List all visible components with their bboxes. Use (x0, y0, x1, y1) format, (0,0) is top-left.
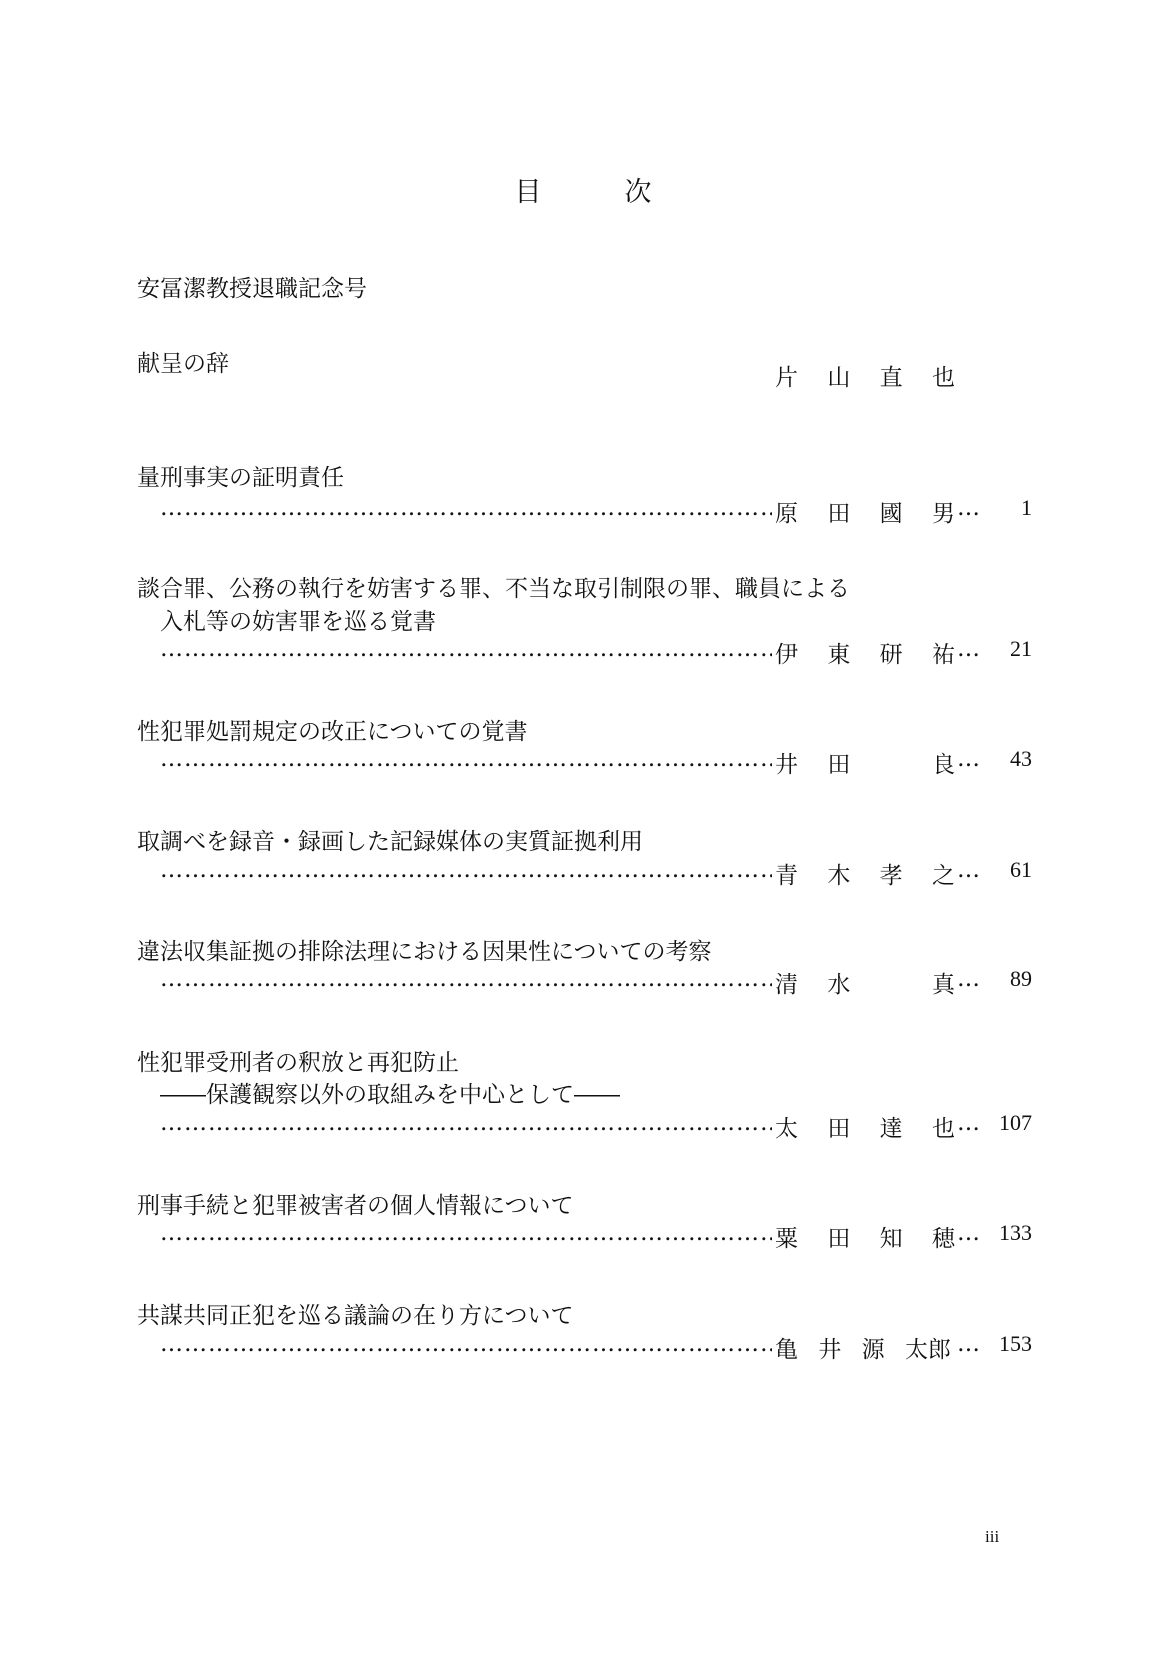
dot-leader (160, 495, 772, 525)
dot-leader (160, 636, 772, 666)
author-char: 水 (827, 972, 851, 998)
dot-leader (160, 1220, 772, 1250)
author-char: 太 (775, 1116, 798, 1142)
author-char: 國 (879, 501, 903, 527)
entry-title: 性犯罪受刑者の釈放と再犯防止 (137, 1050, 459, 1076)
author-char: 片 (775, 365, 798, 391)
author-char: 也 (931, 365, 955, 391)
entry-title: 刑事手続と犯罪被害者の個人情報について (137, 1193, 574, 1219)
toc-entry-row (160, 966, 1032, 996)
author-suffix: … (957, 636, 980, 662)
entry-title: 違法収集証拠の排除法理における因果性についての考察 (137, 939, 712, 965)
author-suffix: … (957, 1110, 980, 1136)
entry-subtitle: ――保護観察以外の取組みを中心として―― (160, 1082, 620, 1108)
entry-title-continued: 入札等の妨害罪を巡る覚書 (160, 609, 436, 635)
entry-title: 性犯罪処罰規定の改正についての覚書 (137, 719, 528, 745)
author-char: 穂 (931, 1226, 955, 1252)
author-char: 直 (879, 365, 903, 391)
author-char: 井 (775, 752, 798, 778)
issue-title: 安冨潔教授退職記念号 (137, 276, 367, 302)
toc-entry-row (160, 495, 1032, 525)
author-char: 田 (827, 1116, 851, 1142)
author-char: 井 (818, 1337, 842, 1363)
author-char: 源 (861, 1337, 885, 1363)
page-number: 43 (1010, 746, 1032, 771)
author-suffix: … (957, 966, 980, 992)
author-name (775, 636, 955, 666)
author-char: 祐 (931, 642, 955, 668)
entry-title: 共謀共同正犯を巡る議論の在り方について (137, 1303, 574, 1329)
dedication-author (775, 359, 955, 389)
entry-title: 取調べを録音・録画した記録媒体の実質証拠利用 (137, 829, 643, 855)
author-char: 青 (775, 863, 798, 889)
author-char: 原 (775, 501, 798, 527)
author-char: 田 (827, 1226, 851, 1252)
author-name (775, 1220, 955, 1250)
author-suffix: … (957, 1220, 980, 1246)
author-char: 粟 (775, 1226, 798, 1252)
entry-title: 量刑事実の証明責任 (137, 465, 344, 491)
dedication-title: 献呈の辞 (137, 351, 229, 377)
author-char: 真 (931, 972, 955, 998)
dot-leader (160, 746, 772, 776)
page-number: 107 (999, 1110, 1032, 1135)
author-char: 良 (931, 752, 955, 778)
author-char: 亀 (775, 1337, 798, 1363)
page-title: 目 次 (514, 177, 680, 208)
author-name (775, 1110, 955, 1140)
dot-leader (160, 857, 772, 887)
author-char: 田 (827, 752, 851, 778)
author-suffix: … (957, 495, 980, 521)
author-char: 研 (879, 642, 903, 668)
author-char: 東 (827, 642, 851, 668)
author-char: 木 (827, 863, 851, 889)
page-number: 133 (999, 1220, 1032, 1245)
author-char: 伊 (775, 642, 798, 668)
author-char: 太郎 (904, 1337, 951, 1363)
page-number: 153 (999, 1331, 1032, 1356)
author-char: 清 (775, 972, 798, 998)
author-name (775, 746, 955, 776)
folio-page-number: iii (985, 1527, 1000, 1546)
author-name (775, 495, 955, 525)
author-char: 男 (931, 501, 955, 527)
author-suffix: … (957, 1331, 980, 1357)
page-number: 21 (1010, 636, 1032, 661)
author-name (775, 857, 955, 887)
toc-entry-row (160, 857, 1032, 887)
author-char (880, 746, 903, 776)
author-name (775, 966, 955, 996)
author-char: 之 (931, 863, 955, 889)
author-char: 達 (879, 1116, 903, 1142)
author-char: 山 (827, 365, 851, 391)
author-char: 孝 (879, 863, 903, 889)
dot-leader (160, 1110, 772, 1140)
entry-title: 談合罪、公務の執行を妨害する罪、不当な取引制限の罪、職員による (137, 576, 850, 602)
page-number: 89 (1010, 966, 1032, 991)
toc-entry-row (160, 746, 1032, 776)
author-name (775, 1331, 955, 1361)
dot-leader (160, 1331, 772, 1361)
author-suffix: … (957, 746, 980, 772)
author-char: 知 (879, 1226, 903, 1252)
author-char: 田 (827, 501, 851, 527)
author-char (880, 966, 903, 996)
dot-leader (160, 966, 772, 996)
toc-entry-row (160, 636, 1032, 666)
toc-entry-row (160, 1220, 1032, 1250)
toc-entry-row (160, 1331, 1032, 1361)
author-suffix: … (957, 857, 980, 883)
page-number: 61 (1010, 857, 1032, 882)
page-number: 1 (1021, 495, 1032, 520)
toc-entry-row (160, 1110, 1032, 1140)
author-char: 也 (931, 1116, 955, 1142)
